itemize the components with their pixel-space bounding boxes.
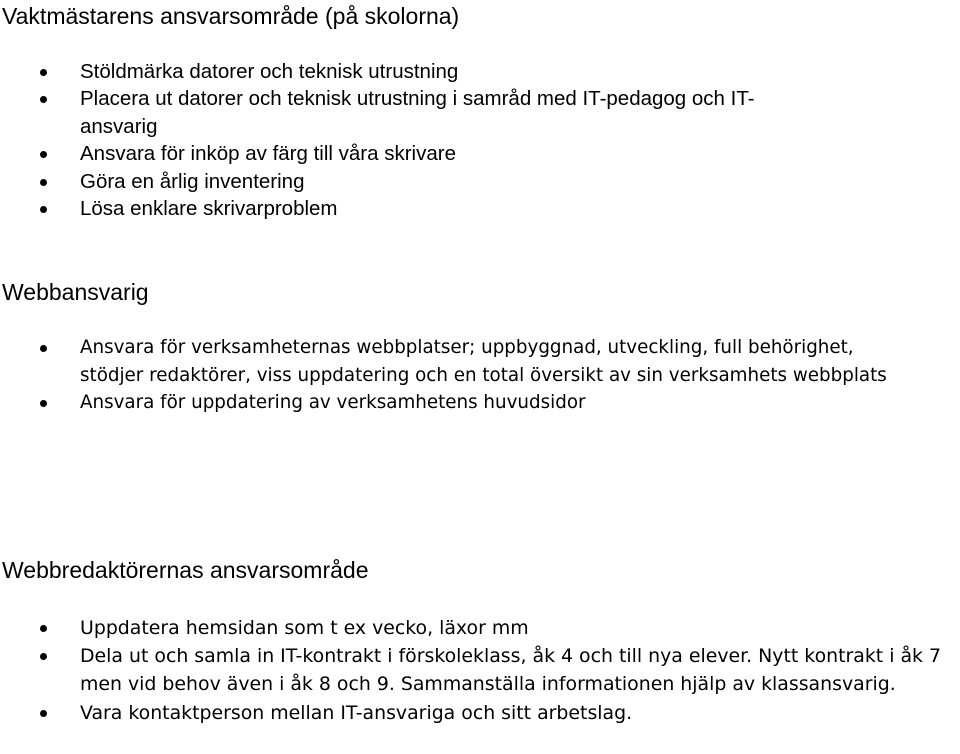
list-vaktmastare — [0, 58, 760, 222]
list-item — [0, 85, 760, 140]
list-item-text: Stöldmärka datorer och teknisk utrustning — [80, 60, 459, 83]
list-item — [0, 168, 760, 195]
list-item-text: Lösa enklare skrivarproblem — [80, 197, 338, 221]
section-heading-webbansvarig: Webbansvarig — [2, 279, 149, 305]
bullet-icon — [40, 345, 47, 352]
list-item-text: Göra en årlig inventering — [80, 169, 305, 193]
list-item — [0, 642, 960, 698]
list-item — [0, 58, 760, 85]
list-item — [0, 614, 960, 642]
list-item — [0, 334, 900, 389]
list-webbansvarig — [0, 334, 900, 417]
list-webbredaktorer — [0, 614, 960, 727]
section-heading-vaktmastare: Vaktmästarens ansvarsområde (på skolorna) — [2, 3, 460, 29]
bullet-icon — [40, 710, 47, 717]
list-item — [0, 699, 960, 727]
list-item-text: Ansvara för uppdatering av verksamhetens huvudsidor — [80, 392, 586, 413]
list-item-text: Ansvara för inköp av färg till våra skrivare — [80, 142, 456, 166]
list-item — [0, 195, 760, 222]
list-item — [0, 140, 760, 167]
bullet-icon — [40, 653, 47, 660]
list-item-text: Ansvara för verksamheternas webbplatser; uppbyggnad, utveckling, full behörighet, stödjer redaktörer, viss uppdatering och en total översikt av sin verksamhets webbplats — [80, 337, 887, 386]
bullet-icon — [40, 69, 47, 76]
bullet-icon — [40, 96, 47, 103]
list-item — [0, 389, 900, 417]
bullet-icon — [40, 206, 47, 213]
section-heading-webbredaktorer: Webbredaktörernas ansvarsområde — [2, 557, 369, 583]
list-item-text: Dela ut och samla in IT-kontrakt i förskoleklass, åk 4 och till nya elever. Nytt kontrakt i åk 7 men vid behov även i åk 8 och 9. Sammanställa informationen hjälp av klassansvarig. — [80, 645, 941, 696]
bullet-icon — [40, 625, 47, 632]
bullet-icon — [40, 179, 47, 186]
bullet-icon — [40, 400, 47, 407]
list-item-text: Uppdatera hemsidan som t ex vecko, läxor mm — [80, 617, 529, 639]
bullet-icon — [40, 151, 47, 158]
list-item-text: Vara kontaktperson mellan IT-ansvariga och sitt arbetslag. — [80, 701, 633, 724]
list-item-text: Placera ut datorer och teknisk utrustning i samråd med IT-pedagog och IT-ansvarig — [80, 87, 755, 138]
